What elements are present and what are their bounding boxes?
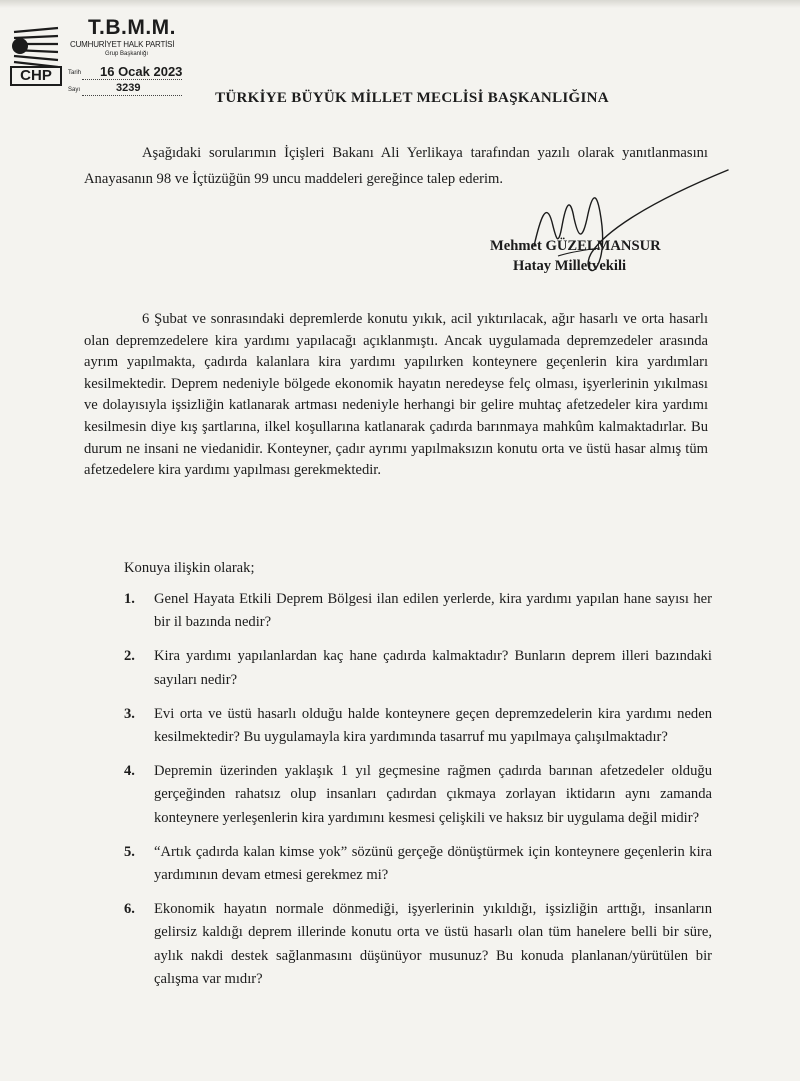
question-text: Kira yardımı yapılanlardan kaç hane çadırda kalmaktadır? Bunların deprem illeri bazındaki sayıları nedir? <box>154 648 712 688</box>
handwritten-signature <box>500 160 730 300</box>
questions-lead: Konuya ilişkin olarak; <box>124 560 255 576</box>
signatory-title: Hatay Milletvekili <box>513 258 627 274</box>
party-name: CUMHURİYET HALK PARTİSİ <box>70 40 175 49</box>
question-text: “Artık çadırda kalan kimse yok” sözünü gerçeğe dönüştürmek için konteynere geçenlerin kira yardımının devam etmesi gerekmez mi? <box>154 843 712 884</box>
question-text: Evi orta ve üstü hasarlı olduğu halde konteynere geçen depremzedelerin kira yardımı neden kesilmektedir? Bu uygulamayla kira yardımında tasarruf mu yapılmaya çalışılmaktadır? <box>154 705 712 746</box>
chp-six-arrows-logo <box>10 22 62 68</box>
question-item <box>124 588 712 634</box>
chp-logo-text: CHP <box>10 66 62 86</box>
question-number: 4. <box>124 763 135 780</box>
group-name: Grup Başkanlığı <box>105 51 149 57</box>
question-item <box>124 703 712 749</box>
question-item <box>124 645 712 691</box>
question-item <box>124 841 712 887</box>
number-value: 3239 <box>116 82 141 94</box>
question-item <box>124 760 712 830</box>
question-number: 3. <box>124 705 135 722</box>
question-item <box>124 898 712 991</box>
question-number: 1. <box>124 591 135 607</box>
document-title: TÜRKİYE BÜYÜK MİLLET MECLİSİ BAŞKANLIĞINA <box>215 90 609 106</box>
date-underline <box>82 79 182 80</box>
question-list <box>124 588 712 991</box>
body-paragraph: 6 Şubat ve sonrasındaki depremlerde konutu yıkık, acil yıktırılacak, ağır hasarlı ve orta hasarlı olan depremzedelere kira yardımı yapılacağı açıklanmıştı. Ancak uygulamada depremzedeler arasında ayrım yapılmakta, çadırda kalanlara kira yardımı yapılırken konteynere geçenlerin kira yardımları kesilmektedir. Deprem nedeniyle bölgede ekonomik hayatın neredeyse felç olması, işyerlerinin yıkılması ve dolayısıyla işsizliğin katlanarak artması nedeniyle herhangi bir gelire muhtaç afetzedeler kira yardımı kesilmesin diye kış şartlarına, ilkel koşullarına katlanarak çadırda barınmaya mahkûm kalmaktadırlar. Bu durum ne insani ne viedanidir. Konteyner, çadır ayrımı yapılmaksızın konutu orta ve üstü hasar almış tüm afetzedelere kira yardımı yapılması gerekmektedir. <box>84 311 708 479</box>
question-number: 6. <box>124 901 135 918</box>
scan-top-edge <box>0 0 800 8</box>
date-value: 16 Ocak 2023 <box>100 64 183 79</box>
question-number: 2. <box>124 648 135 665</box>
intro-paragraph: Aşağıdaki sorularımın İçişleri Bakanı Ali Yerlikaya tarafından yazılı olarak yanıtlanmasını Anayasanın 98 ve İçtüzüğün 99 uncu maddeleri gereğince talep ederim. <box>84 145 708 187</box>
date-label: Tarih <box>68 70 82 76</box>
signatory-name: Mehmet GÜZELMANSUR <box>490 238 661 254</box>
question-text: Ekonomik hayatın normale dönmediği, işyerlerinin yıkıldığı, işsizliğin arttığı, insanların gelirsiz kaldığı deprem illerinde konutu orta ve üstü hasarlı olan tüm hanelere belli bir süre, aylık nakdi destek sağlanmasını düşünüyor musunuz? Bu konuda planlanan/yürütülen bir çalışma var mıdır? <box>154 901 712 987</box>
tbmm-heading: T.B.M.M. <box>88 16 176 39</box>
question-text: Genel Hayata Etkili Deprem Bölgesi ilan edilen yerlerde, kira yardımı yapılan hane sayısı her bir il bazında nedir? <box>154 591 712 631</box>
question-text: Depremin üzerinden yaklaşık 1 yıl geçmesine rağmen çadırda barınan afetzedeler olduğu gerçeğinden rahatsız olup insanları çadırdan çıkmaya zorlayan iktidarın aynı zamanda konteynere yerleşenlerin kira yardımını kesmesi çelişkili ve haksız bir uygulama değil midir? <box>154 763 712 826</box>
question-number: 5. <box>124 843 135 860</box>
number-label: Sayı <box>68 87 81 93</box>
